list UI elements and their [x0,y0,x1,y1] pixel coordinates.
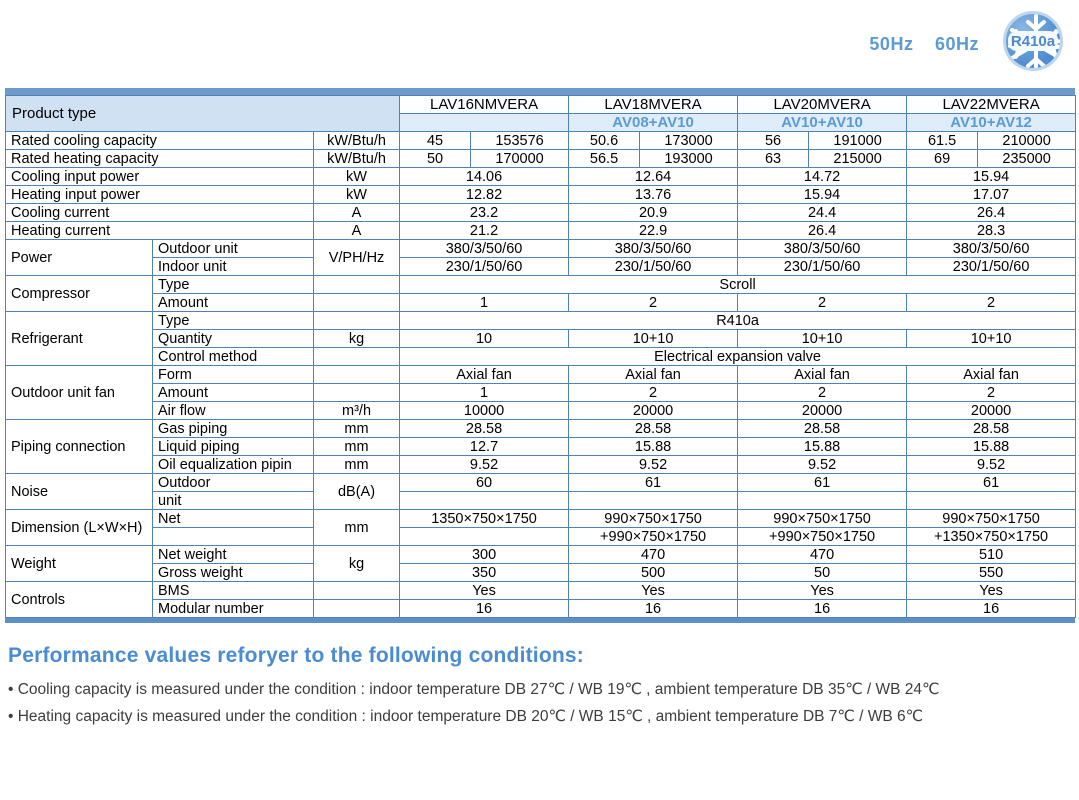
value-cell: 990×750×1750 [907,510,1076,528]
table-row [6,474,1076,492]
value-cell: 13.76 [569,186,738,204]
value-cell: 28.58 [569,420,738,438]
row-sublabel-cell [153,528,314,546]
heating-condition-note: • Heating capacity is measured under the condition : indoor temperature DB 20℃ / WB 15℃ , ambient temperature DB 7℃ / WB 6℃ [8,708,924,725]
row-label-cell: Heating current [6,222,314,240]
table-row [6,348,1076,366]
table-row [6,510,1076,528]
row-sublabel-cell: Gross weight [153,564,314,582]
row-sublabel-cell: Net [153,510,314,528]
table-row [6,528,1076,546]
value-cell: +990×750×1750 [569,528,738,546]
value-cell: Axial fan [738,366,907,384]
unit-cell [314,366,400,384]
row-sublabel-cell: Liquid piping [153,438,314,456]
value-cell: 24.4 [738,204,907,222]
row-sublabel-cell: Net weight [153,546,314,564]
value-cell: Axial fan [400,366,569,384]
table-row [6,96,1076,114]
value-cell: 470 [569,546,738,564]
row-sublabel-cell: Amount [153,294,314,312]
value-cell: 10000 [400,402,569,420]
submodel-cell: AV10+AV10 [738,114,907,132]
value-cell [400,492,569,510]
value-cell: 9.52 [569,456,738,474]
unit-cell: mm [314,438,400,456]
table-row [6,546,1076,564]
product-name-cell: LAV22MVERA [907,96,1076,114]
spec-table-container [5,88,1075,623]
row-sublabel-cell: Oil equalization pipin [153,456,314,474]
row-label-cell: Weight [6,546,153,582]
value-cell: 2 [569,384,738,402]
value-cell: 9.52 [738,456,907,474]
table-row [6,150,1076,168]
table-row [6,312,1076,330]
unit-cell: mm [314,456,400,474]
value-cell: 15.88 [569,438,738,456]
value-cell: 380/3/50/60 [907,240,1076,258]
row-label-cell: Compressor [6,276,153,312]
row-label-cell: Power [6,240,153,276]
value-cell: 1 [400,384,569,402]
value-cell: 69 [907,150,978,168]
row-sublabel-cell: Type [153,312,314,330]
value-cell: 16 [400,600,569,618]
value-cell: 12.64 [569,168,738,186]
value-cell: 990×750×1750 [738,510,907,528]
table-row [6,456,1076,474]
r410a-badge [1003,11,1063,71]
row-label-cell: Heating input power [6,186,314,204]
row-sublabel-cell: Outdoor unit [153,240,314,258]
value-cell: 63 [738,150,809,168]
value-cell: 14.06 [400,168,569,186]
table-row [6,384,1076,402]
value-cell: 12.82 [400,186,569,204]
value-cell: 1 [400,294,569,312]
unit-cell [314,348,400,366]
value-cell: Axial fan [907,366,1076,384]
row-sublabel-cell: BMS [153,582,314,600]
table-row [6,204,1076,222]
unit-cell: A [314,204,400,222]
row-sublabel-cell: Type [153,276,314,294]
value-cell: 56 [738,132,809,150]
row-label-cell: Refrigerant [6,312,153,366]
row-label-cell: Controls [6,582,153,618]
submodel-cell: AV08+AV10 [569,114,738,132]
row-sublabel-cell: Air flow [153,402,314,420]
value-cell: 16 [569,600,738,618]
value-cell: 12.7 [400,438,569,456]
value-cell: 15.94 [907,168,1076,186]
row-label-cell: Outdoor unit fan [6,366,153,420]
unit-cell: kW [314,186,400,204]
cooling-condition-note: • Cooling capacity is measured under the condition : indoor temperature DB 27℃ / WB 19℃ , ambient temperature DB 35℃ / WB 24℃ [8,681,940,698]
value-cell: +1350×750×1750 [907,528,1076,546]
value-cell: Yes [400,582,569,600]
value-cell: +990×750×1750 [738,528,907,546]
product-name-cell: LAV20MVERA [738,96,907,114]
value-cell: 20.9 [569,204,738,222]
value-cell: 61 [738,474,907,492]
unit-cell: kW/Btu/h [314,150,400,168]
row-sublabel-cell: Quantity [153,330,314,348]
value-cell: 15.88 [907,438,1076,456]
value-cell: 380/3/50/60 [569,240,738,258]
value-cell: 235000 [978,150,1076,168]
submodel-cell: AV10+AV12 [907,114,1076,132]
row-label-cell: Noise [6,474,153,510]
value-cell: 380/3/50/60 [400,240,569,258]
value-cell: 17.07 [907,186,1076,204]
value-cell: 2 [907,384,1076,402]
table-row [6,258,1076,276]
product-name-cell: LAV18MVERA [569,96,738,114]
value-cell: 28.58 [907,420,1076,438]
value-cell: 350 [400,564,569,582]
value-cell: 191000 [809,132,907,150]
value-cell: 10+10 [738,330,907,348]
table-row [6,492,1076,510]
row-label-cell: Rated cooling capacity [6,132,314,150]
value-cell: 193000 [640,150,738,168]
value-cell: 20000 [738,402,907,420]
value-cell: 300 [400,546,569,564]
value-cell: 470 [738,546,907,564]
value-cell: 60 [400,474,569,492]
value-cell: Electrical expansion valve [400,348,1076,366]
table-bottom-bar [5,618,1075,623]
value-cell: 500 [569,564,738,582]
row-sublabel-cell: Modular number [153,600,314,618]
unit-cell: kg [314,330,400,348]
row-sublabel-cell: Gas piping [153,420,314,438]
table-row [6,168,1076,186]
table-row [6,276,1076,294]
value-cell: 173000 [640,132,738,150]
table-row [6,402,1076,420]
value-cell: 2 [738,384,907,402]
value-cell: 50.6 [569,132,640,150]
value-cell: 16 [907,600,1076,618]
row-sublabel-cell: unit [153,492,314,510]
value-cell: 26.4 [738,222,907,240]
value-cell: Yes [738,582,907,600]
unit-cell: mm [314,420,400,438]
unit-cell [314,600,400,618]
value-cell: 990×750×1750 [569,510,738,528]
value-cell: Scroll [400,276,1076,294]
value-cell: 1350×750×1750 [400,510,569,528]
table-row [6,330,1076,348]
value-cell: 9.52 [907,456,1076,474]
value-cell: 23.2 [400,204,569,222]
value-cell [907,492,1076,510]
value-cell: Yes [569,582,738,600]
value-cell: 153576 [471,132,569,150]
row-label-cell: Rated heating capacity [6,150,314,168]
row-sublabel-cell: Form [153,366,314,384]
badge-label: R410a [1010,32,1056,50]
freq-60hz-label: 60Hz [934,34,979,54]
row-label-cell: Piping connection [6,420,153,474]
value-cell: 230/1/50/60 [907,258,1076,276]
table-row [6,420,1076,438]
value-cell: 10 [400,330,569,348]
value-cell: 215000 [809,150,907,168]
value-cell: 2 [907,294,1076,312]
freq-50hz-label: 50Hz [869,34,914,54]
unit-cell [314,294,400,312]
badge-label-band [1008,31,1058,51]
table-top-bar [5,88,1075,95]
table-row [6,582,1076,600]
value-cell: 170000 [471,150,569,168]
value-cell: 230/1/50/60 [738,258,907,276]
performance-conditions [8,644,1079,726]
value-cell: Axial fan [569,366,738,384]
row-sublabel-cell: Indoor unit [153,258,314,276]
row-sublabel-cell: Control method [153,348,314,366]
value-cell: 15.88 [738,438,907,456]
unit-cell [314,582,400,600]
row-label-cell: Cooling input power [6,168,314,186]
unit-cell: m³/h [314,402,400,420]
value-cell: 380/3/50/60 [738,240,907,258]
value-cell: 61 [907,474,1076,492]
value-cell: 20000 [569,402,738,420]
value-cell: 16 [738,600,907,618]
value-cell: 50 [738,564,907,582]
value-cell: Yes [907,582,1076,600]
value-cell: 210000 [978,132,1076,150]
value-cell: 230/1/50/60 [400,258,569,276]
value-cell: 28.58 [400,420,569,438]
table-row [6,186,1076,204]
value-cell: 550 [907,564,1076,582]
value-cell: 28.3 [907,222,1076,240]
value-cell: 9.52 [400,456,569,474]
unit-cell: kW/Btu/h [314,132,400,150]
unit-cell: kW [314,168,400,186]
row-label-cell: Dimension (L×W×H) [6,510,153,546]
submodel-cell [400,114,569,132]
table-row [6,564,1076,582]
value-cell: 14.72 [738,168,907,186]
value-cell: 61 [569,474,738,492]
value-cell [400,528,569,546]
value-cell: 15.94 [738,186,907,204]
value-cell: 22.9 [569,222,738,240]
table-row [6,438,1076,456]
value-cell: 2 [738,294,907,312]
value-cell: R410a [400,312,1076,330]
value-cell: 10+10 [569,330,738,348]
unit-cell [314,384,400,402]
value-cell: 56.5 [569,150,640,168]
value-cell: 61.5 [907,132,978,150]
table-row [6,222,1076,240]
product-name-cell: LAV16NMVERA [400,96,569,114]
table-row [6,240,1076,258]
value-cell: 50 [400,150,471,168]
table-row [6,600,1076,618]
unit-cell: mm [314,510,400,546]
frequency-labels [853,34,979,55]
spec-table [5,95,1076,618]
performance-heading: Performance values reforyer to the following conditions: [8,644,584,667]
unit-cell: dB(A) [314,474,400,510]
row-label-cell: Cooling current [6,204,314,222]
unit-cell [314,312,400,330]
table-row [6,366,1076,384]
value-cell: 510 [907,546,1076,564]
value-cell [569,492,738,510]
unit-cell [314,276,400,294]
row-sublabel-cell: Outdoor [153,474,314,492]
value-cell: 26.4 [907,204,1076,222]
unit-cell: V/PH/Hz [314,240,400,276]
value-cell: 45 [400,132,471,150]
unit-cell: kg [314,546,400,582]
product-type-header-cell: Product type [6,96,400,132]
table-row [6,132,1076,150]
row-sublabel-cell: Amount [153,384,314,402]
value-cell: 20000 [907,402,1076,420]
table-row [6,294,1076,312]
value-cell: 230/1/50/60 [569,258,738,276]
value-cell: 10+10 [907,330,1076,348]
page-header [0,0,1079,88]
value-cell [738,492,907,510]
value-cell: 21.2 [400,222,569,240]
value-cell: 28.58 [738,420,907,438]
value-cell: 2 [569,294,738,312]
unit-cell: A [314,222,400,240]
